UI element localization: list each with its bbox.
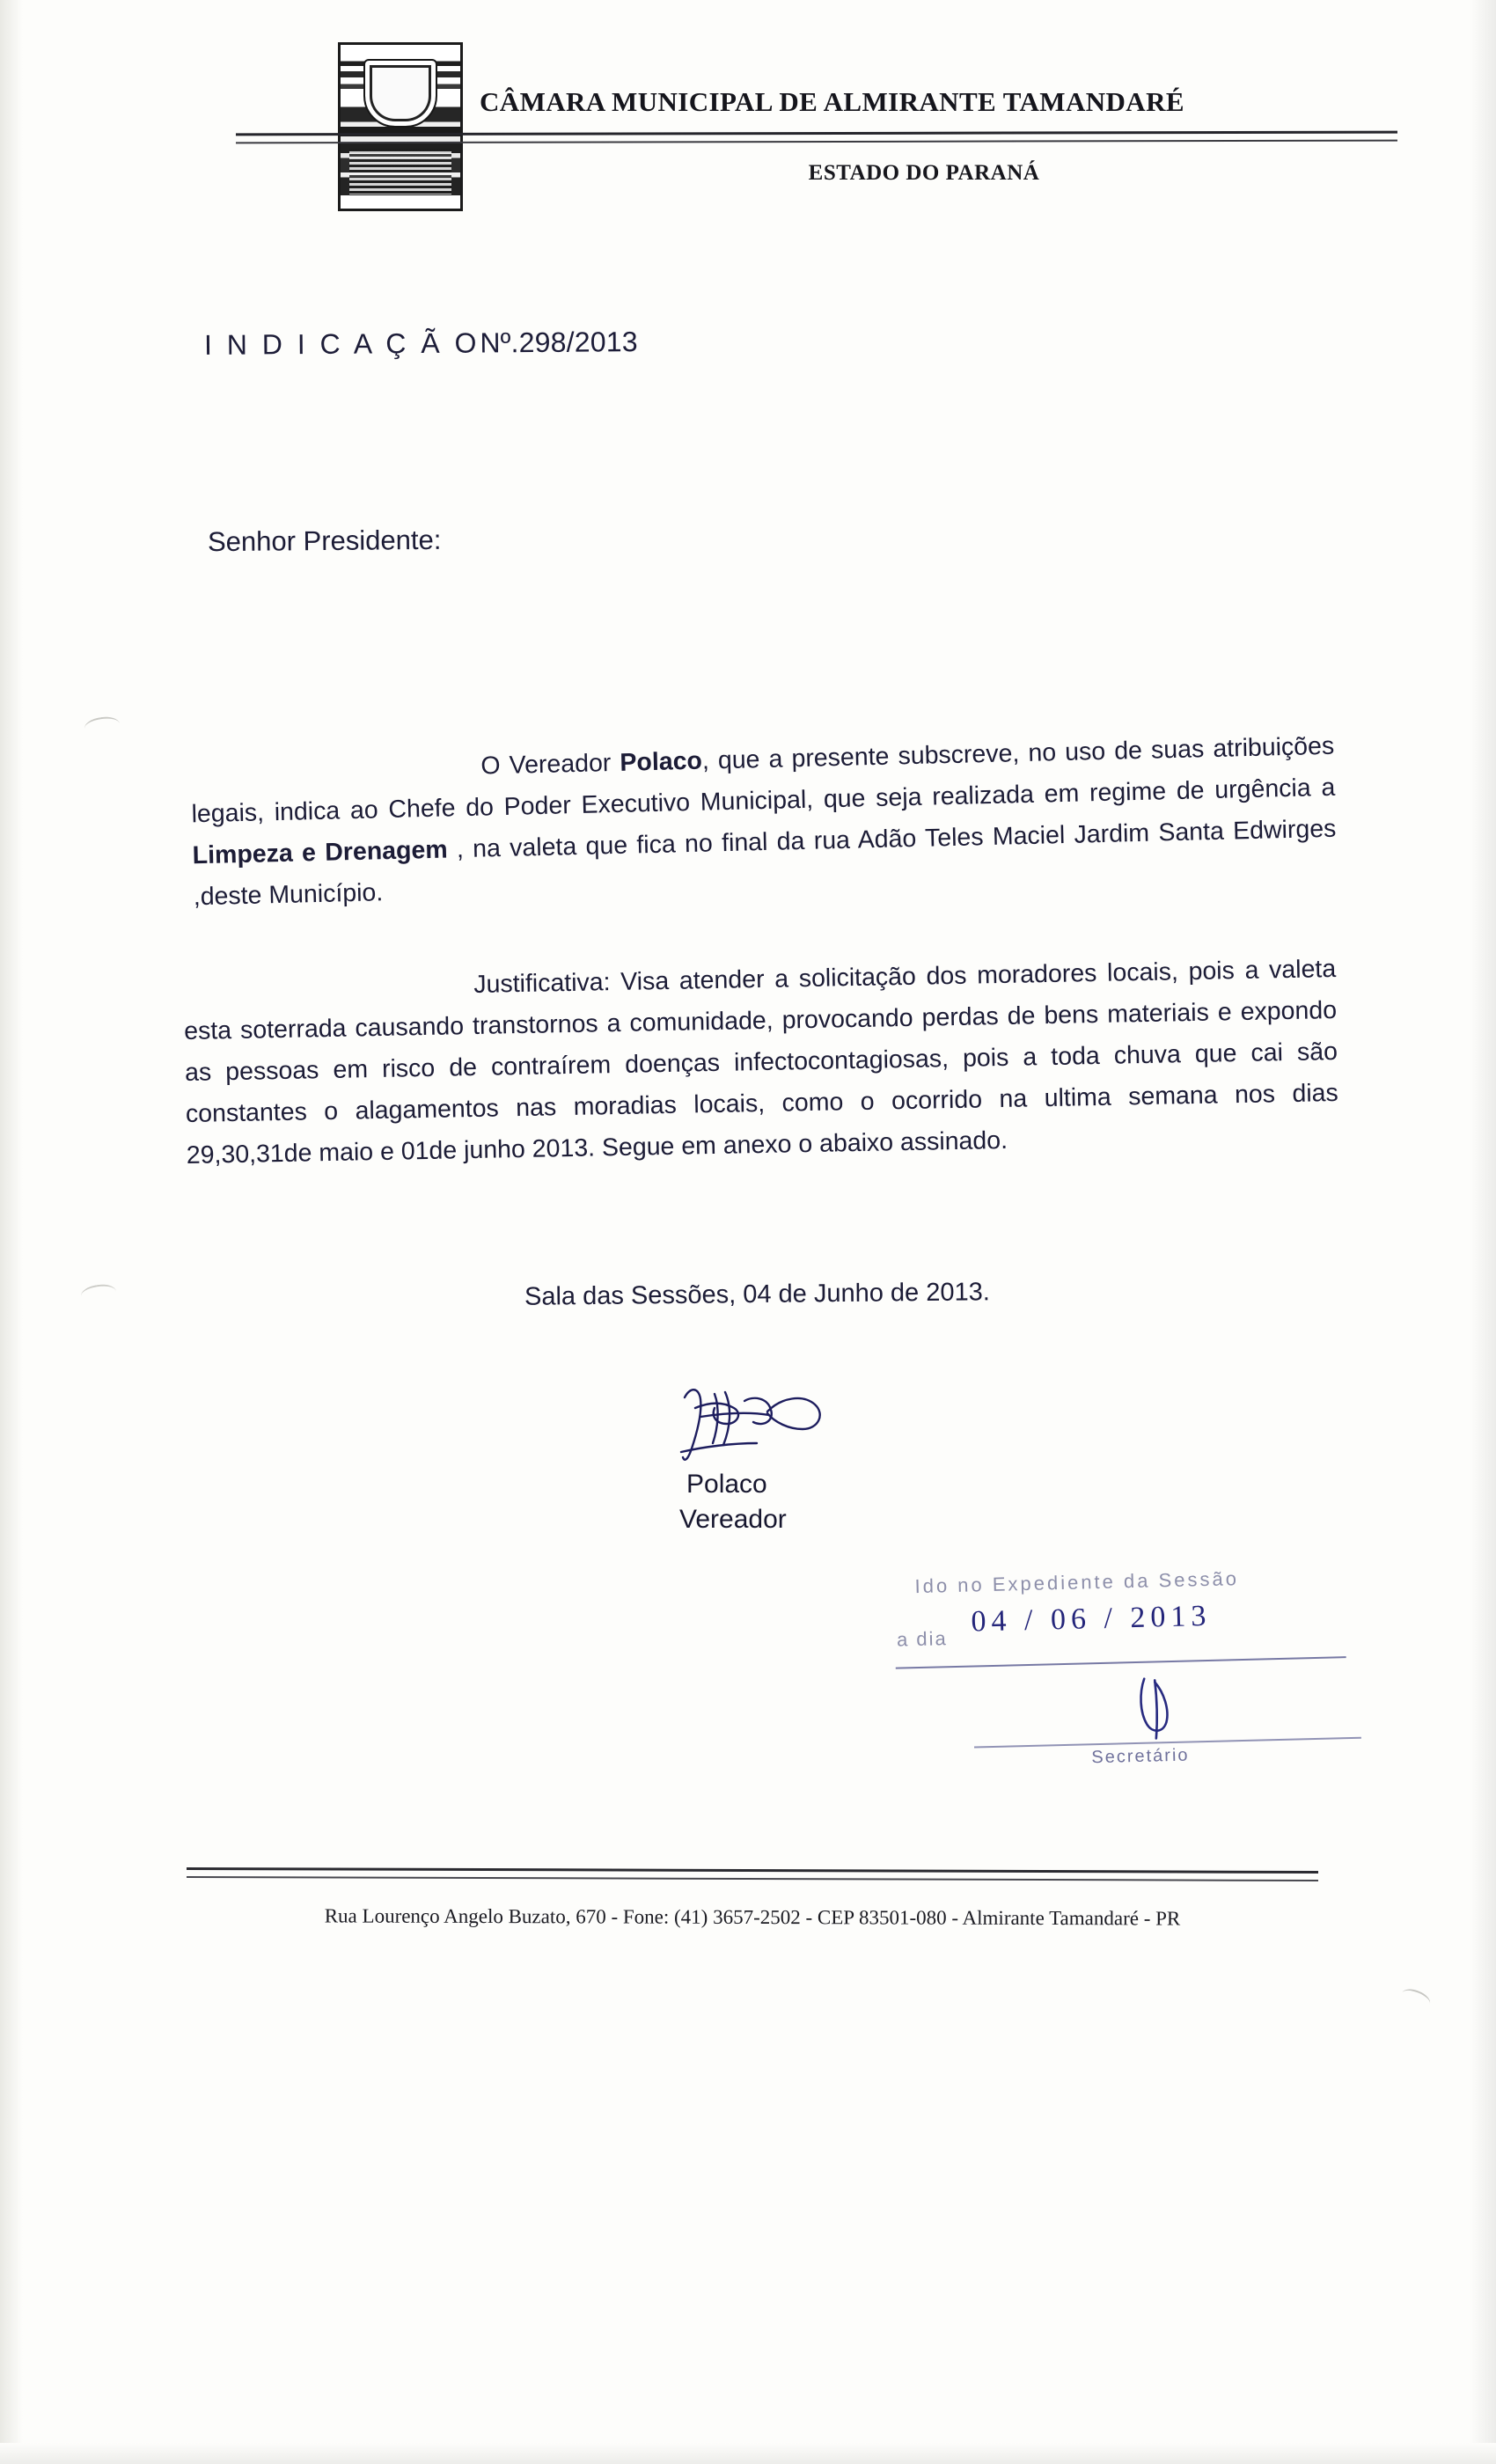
paragraph-1-pre: O Vereador <box>480 748 620 781</box>
salutation: Senhor Presidente: <box>207 524 442 558</box>
reception-stamp <box>886 1560 1384 1784</box>
document-number-line <box>204 326 638 362</box>
stamp-line-2: a dia <box>896 1627 949 1651</box>
stamp-date-sep-1: / <box>1023 1603 1038 1638</box>
stamp-date-day: 04 <box>971 1604 1012 1639</box>
stamp-line-1: Ido no Expediente da Sessão <box>914 1567 1240 1598</box>
justification-label: Justificativa: <box>473 968 611 999</box>
scan-artifact <box>84 715 121 737</box>
service-name-bold: Limpeza e Drenagem <box>192 835 448 870</box>
document-header <box>0 0 1496 255</box>
stamp-date-year: 2013 <box>1129 1599 1212 1635</box>
paragraph-justification <box>183 949 1339 1177</box>
paragraph-1-mid: , que a presente subscreve, no uso de suas atribuições legais, indica ao Chefe do Poder Executivo Municipal, que seja realizada em regime de urgência a <box>191 731 1336 829</box>
footer-divider-bottom <box>187 1876 1318 1881</box>
scan-edge-right <box>1470 0 1496 2464</box>
institution-title: CÂMARA MUNICIPAL DE ALMIRANTE TAMANDARÉ <box>480 86 1184 117</box>
stamp-signature-icon <box>1125 1671 1188 1743</box>
stamp-date <box>971 1600 1212 1639</box>
scan-artifact <box>1399 1985 1433 2011</box>
paragraph-request <box>190 726 1338 919</box>
stamp-date-month: 06 <box>1050 1602 1092 1637</box>
closing-line: Sala das Sessões, 04 de Junho de 2013. <box>524 1278 990 1311</box>
stamp-role-label: Secretário <box>1091 1745 1190 1768</box>
scan-edge-bottom <box>0 2443 1496 2464</box>
coat-of-arms-icon <box>338 42 463 211</box>
councilman-name-bold: Polaco <box>620 746 703 777</box>
stamp-divider <box>896 1656 1346 1669</box>
document-type-label: I N D I C A Ç Ã O <box>203 326 480 361</box>
paragraph-indent <box>184 993 474 998</box>
signer-name: Polaco <box>686 1470 767 1499</box>
signature-block <box>651 1382 1003 1540</box>
scan-artifact <box>80 1282 117 1304</box>
paragraph-1-post: , na valeta que fica no final da rua Adão Teles Maciel Jardim Santa Edwirges ,deste Município. <box>193 814 1337 912</box>
institution-subtitle: ESTADO DO PARANÁ <box>808 161 1040 185</box>
paragraph-indent <box>191 774 481 781</box>
document-number: Nº.298/2013 <box>480 326 638 359</box>
footer-divider-top <box>187 1867 1318 1874</box>
handwritten-signature-icon <box>669 1382 845 1466</box>
scan-edge-left <box>0 0 23 2464</box>
stamp-date-sep-2: / <box>1104 1602 1118 1635</box>
footer-address: Rua Lourenço Angelo Buzato, 670 - Fone: (41) 3657-2502 - CEP 83501-080 - Almirante Tamandaré - PR <box>324 1904 1181 1930</box>
signer-role: Vereador <box>679 1505 787 1534</box>
justification-text: Visa atender a solicitação dos moradores locais, pois a valeta esta soterrada causando transtornos a comunidade, provocando perdas de bens materiais e expondo as pessoas em risco de contraírem doenças infectocontagiosas, pois a toda chuva que cai são constantes o alagamentos nas moradias locais, como o ocorrido na ultima semana nos dias 29,30,31de maio e 01de junho 2013. Segue em anexo o abaixo assinado. <box>183 955 1339 1170</box>
